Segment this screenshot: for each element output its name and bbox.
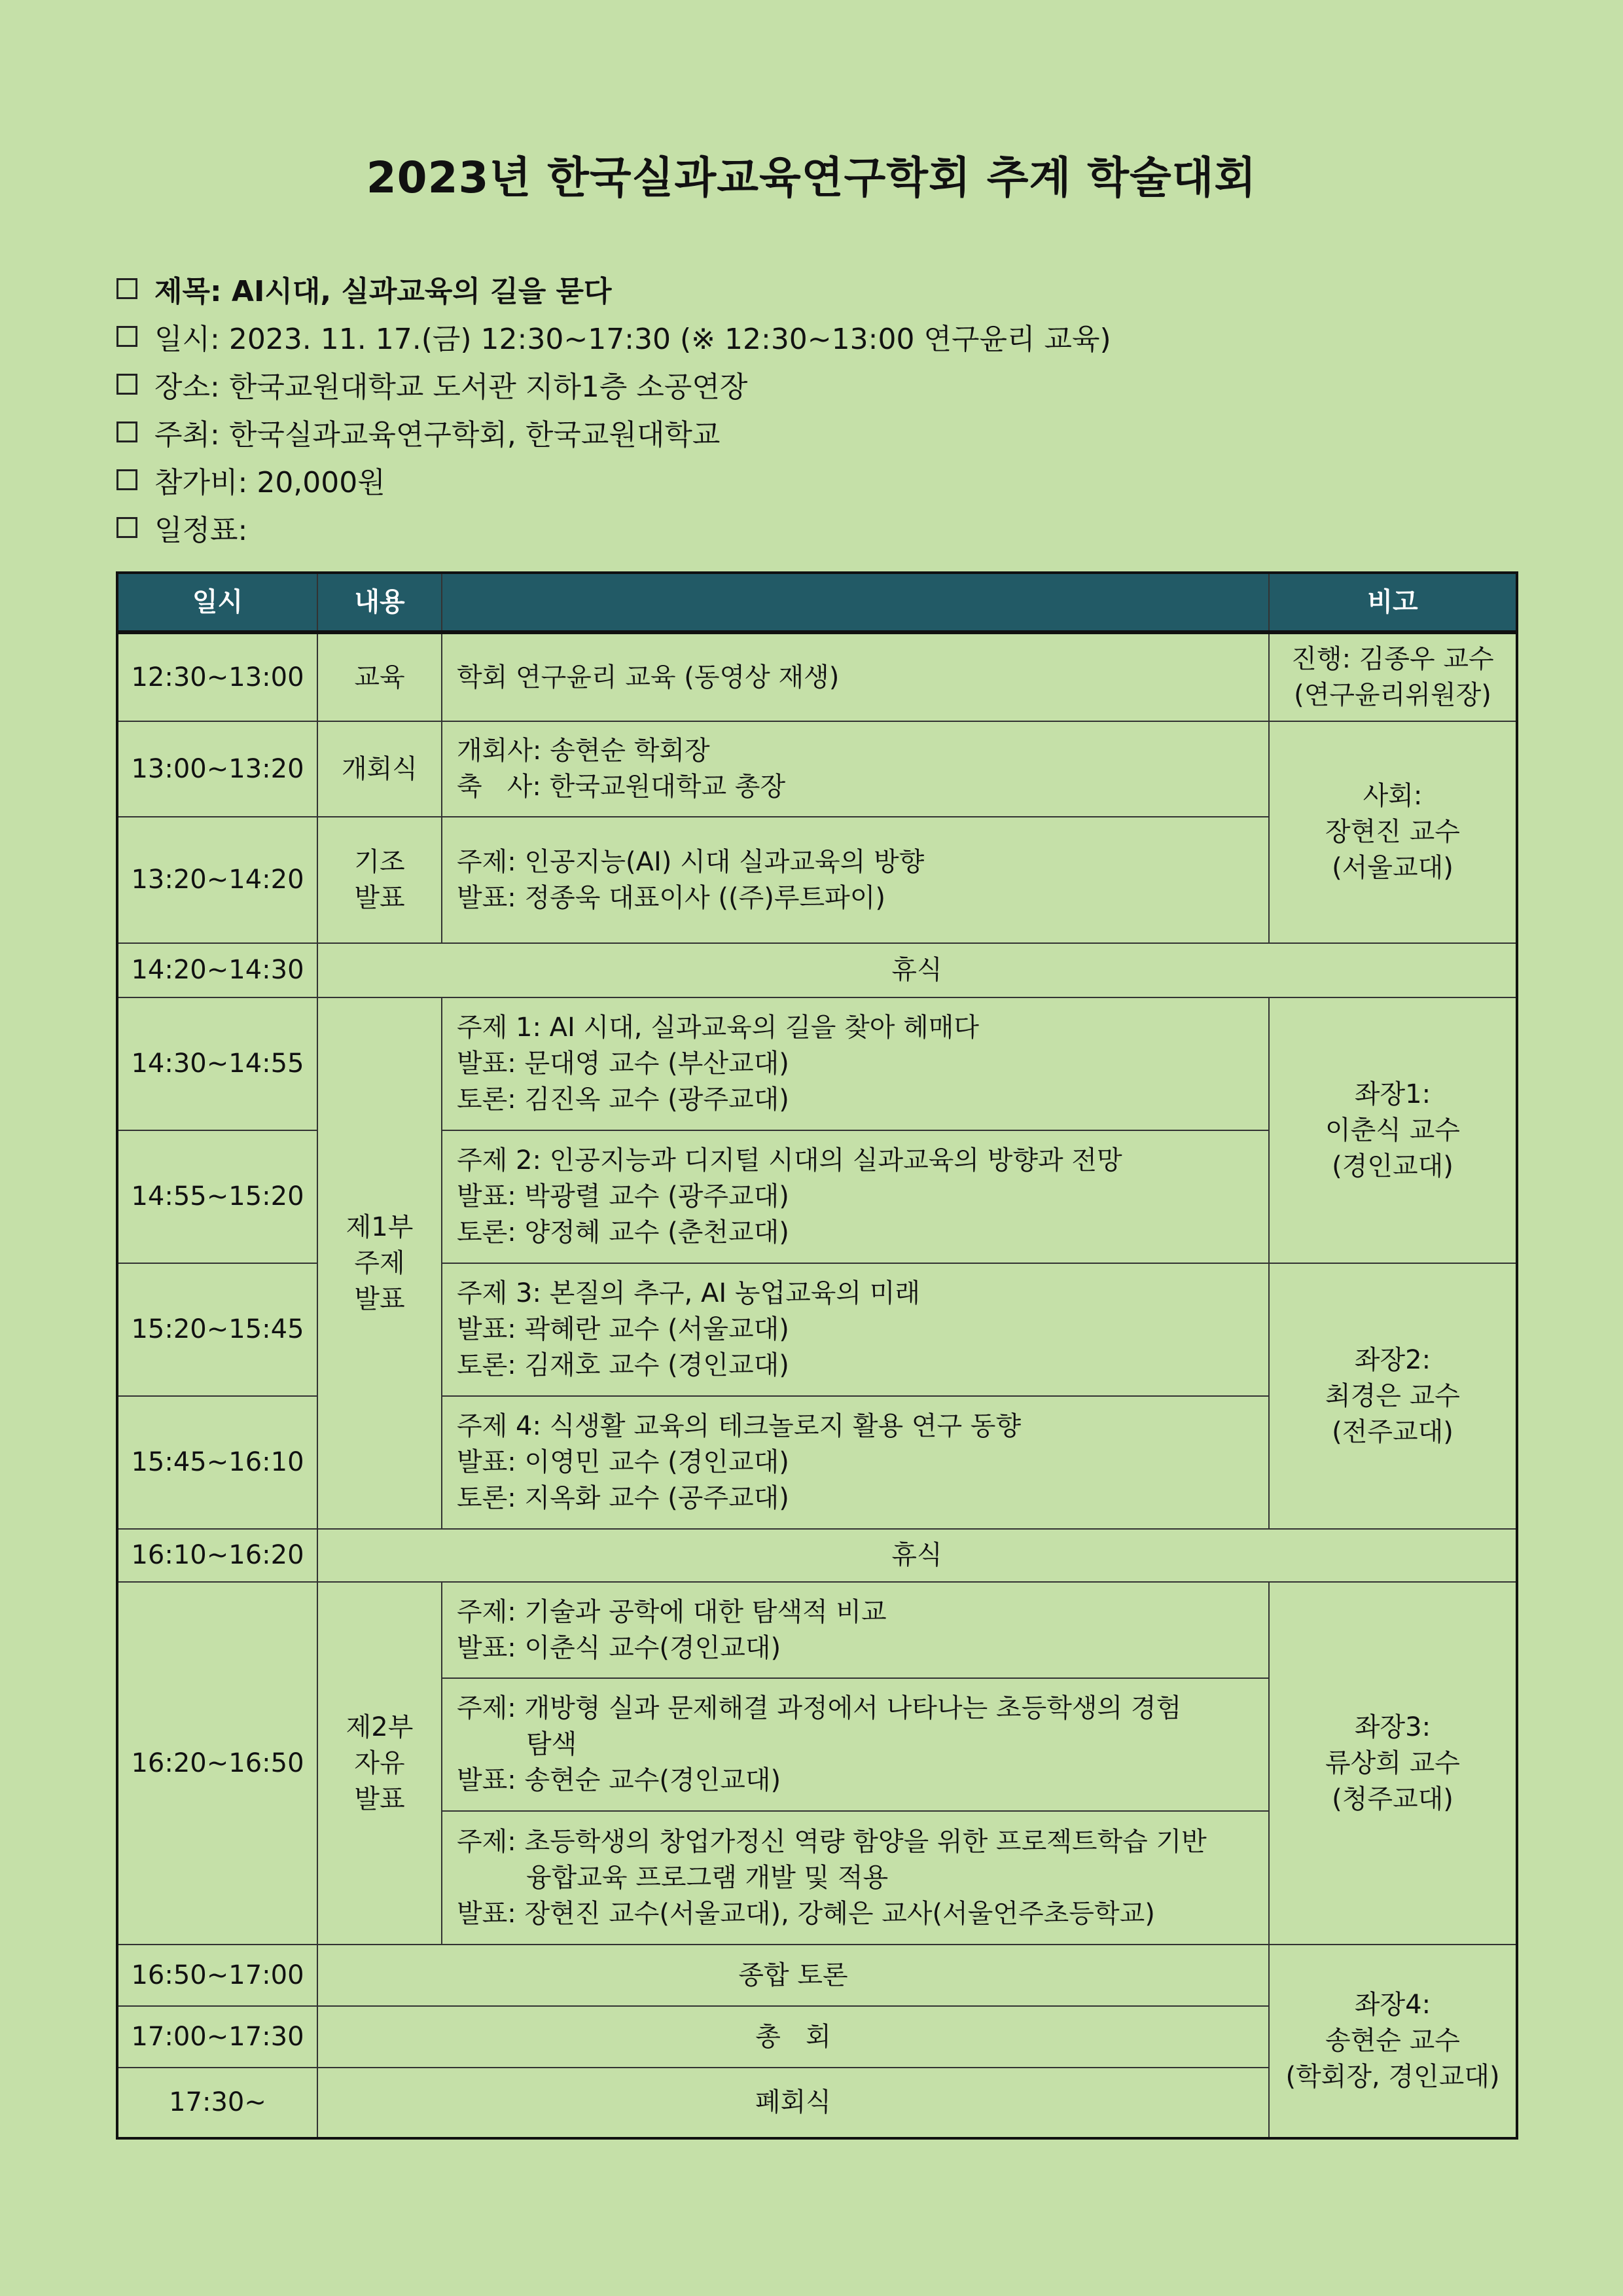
category-cell: 제2부 자유 발표 xyxy=(317,1582,442,1945)
break-cell: 휴식 xyxy=(317,1529,1517,1582)
schedule-table xyxy=(116,571,1518,2140)
detail-cell: 주제 3: 본질의 추구, AI 농업교육의 미래 발표: 곽혜란 교수 (서울교대) 토론: 김재호 교수 (경인교대) xyxy=(442,1263,1269,1396)
break-cell: 휴식 xyxy=(317,943,1517,997)
note-cell: 좌장4: 송현순 교수 (학회장, 경인교대) xyxy=(1269,1945,1517,2138)
info-item-schedule xyxy=(116,503,1111,551)
time-cell: 13:00~13:20 xyxy=(117,721,317,817)
time-cell: 17:30~ xyxy=(117,2068,317,2138)
detail-cell: 주제: 인공지능(AI) 시대 실과교육의 방향 발표: 정종욱 대표이사 ((주)루트파이) xyxy=(442,817,1269,943)
note-cell: 사회: 장현진 교수 (서울교대) xyxy=(1269,721,1517,943)
detail-cell: 주제 1: AI 시대, 실과교육의 길을 찾아 헤매다 발표: 문대영 교수 (부산교대) 토론: 김진옥 교수 (광주교대) xyxy=(442,997,1269,1130)
table-row xyxy=(117,721,1517,817)
time-cell: 14:55~15:20 xyxy=(117,1130,317,1263)
checkbox-icon xyxy=(116,374,137,395)
time-cell: 16:50~17:00 xyxy=(117,1945,317,2006)
category-cell: 교육 xyxy=(317,632,442,721)
checkbox-icon xyxy=(116,278,137,299)
detail-cell: 주제: 초등학생의 창업가정신 역량 함양을 위한 프로젝트학습 기반 융합교육 프로그램 개발 및 적용 발표: 장현진 교수(서울교대), 강혜은 교사(서울언주초등학교) xyxy=(442,1811,1269,1945)
detail-cell: 개회사: 송현순 학회장 축 사: 한국교원대학교 총장 xyxy=(442,721,1269,817)
event-cell: 종합 토론 xyxy=(317,1945,1269,2006)
header-detail xyxy=(442,573,1269,632)
table-row xyxy=(117,943,1517,997)
note-cell: 좌장2: 최경은 교수 (전주교대) xyxy=(1269,1263,1517,1529)
detail-cell: 주제 2: 인공지능과 디지털 시대의 실과교육의 방향과 전망 발표: 박광렬 교수 (광주교대) 토론: 양정혜 교수 (춘천교대) xyxy=(442,1130,1269,1263)
table-row xyxy=(117,1529,1517,1582)
table-row xyxy=(117,1582,1517,1678)
header-content: 내용 xyxy=(317,573,442,632)
checkbox-icon xyxy=(116,517,137,538)
time-cell: 14:30~14:55 xyxy=(117,997,317,1130)
time-cell: 13:20~14:20 xyxy=(117,817,317,943)
time-cell: 16:10~16:20 xyxy=(117,1529,317,1582)
time-cell: 15:20~15:45 xyxy=(117,1263,317,1396)
header-time: 일시 xyxy=(117,573,317,632)
table-row xyxy=(117,632,1517,721)
category-cell: 제1부 주제 발표 xyxy=(317,997,442,1529)
info-text: 일정표: xyxy=(154,513,248,547)
time-cell: 17:00~17:30 xyxy=(117,2006,317,2068)
detail-cell: 주제: 기술과 공학에 대한 탐색적 비교 발표: 이춘식 교수(경인교대) xyxy=(442,1582,1269,1678)
page-title: 2023년 한국실과교육연구학회 추계 학술대회 xyxy=(366,152,1257,203)
time-cell: 14:20~14:30 xyxy=(117,943,317,997)
event-info-list xyxy=(116,264,1111,551)
category-cell: 개회식 xyxy=(317,721,442,817)
checkbox-icon xyxy=(116,326,137,347)
note-cell: 좌장1: 이춘식 교수 (경인교대) xyxy=(1269,997,1517,1263)
event-cell: 총 회 xyxy=(317,2006,1269,2068)
table-row xyxy=(117,997,1517,1130)
detail-cell: 학회 연구윤리 교육 (동영상 재생) xyxy=(442,632,1269,721)
time-cell: 12:30~13:00 xyxy=(117,632,317,721)
note-cell: 진행: 김종우 교수 (연구윤리위원장) xyxy=(1269,632,1517,721)
info-item-fee xyxy=(116,456,1111,503)
info-text: 장소: 한국교원대학교 도서관 지하1층 소공연장 xyxy=(154,370,748,404)
info-text: 주최: 한국실과교육연구학회, 한국교원대학교 xyxy=(154,418,721,452)
category-cell: 기조 발표 xyxy=(317,817,442,943)
checkbox-icon xyxy=(116,469,137,490)
table-header-row xyxy=(117,573,1517,632)
note-cell: 좌장3: 류상희 교수 (청주교대) xyxy=(1269,1582,1517,1945)
info-item-topic xyxy=(116,264,1111,312)
info-text: 참가비: 20,000원 xyxy=(154,465,385,499)
info-item-host xyxy=(116,408,1111,456)
detail-cell: 주제 4: 식생활 교육의 테크놀로지 활용 연구 동향 발표: 이영민 교수 (경인교대) 토론: 지옥화 교수 (공주교대) xyxy=(442,1396,1269,1529)
table-row xyxy=(117,1945,1517,2006)
info-text: 일시: 2023. 11. 17.(금) 12:30~17:30 (※ 12:30~13:00 연구윤리 교육) xyxy=(154,322,1111,356)
header-note: 비고 xyxy=(1269,573,1517,632)
time-cell: 16:20~16:50 xyxy=(117,1582,317,1945)
checkbox-icon xyxy=(116,422,137,442)
time-cell: 15:45~16:10 xyxy=(117,1396,317,1529)
event-cell: 폐회식 xyxy=(317,2068,1269,2138)
detail-cell: 주제: 개방형 실과 문제해결 과정에서 나타나는 초등학생의 경험 탐색 발표: 송현순 교수(경인교대) xyxy=(442,1678,1269,1811)
info-item-date xyxy=(116,312,1111,360)
info-item-venue xyxy=(116,360,1111,408)
info-text: 제목: AI시대, 실과교육의 길을 묻다 xyxy=(154,274,612,308)
